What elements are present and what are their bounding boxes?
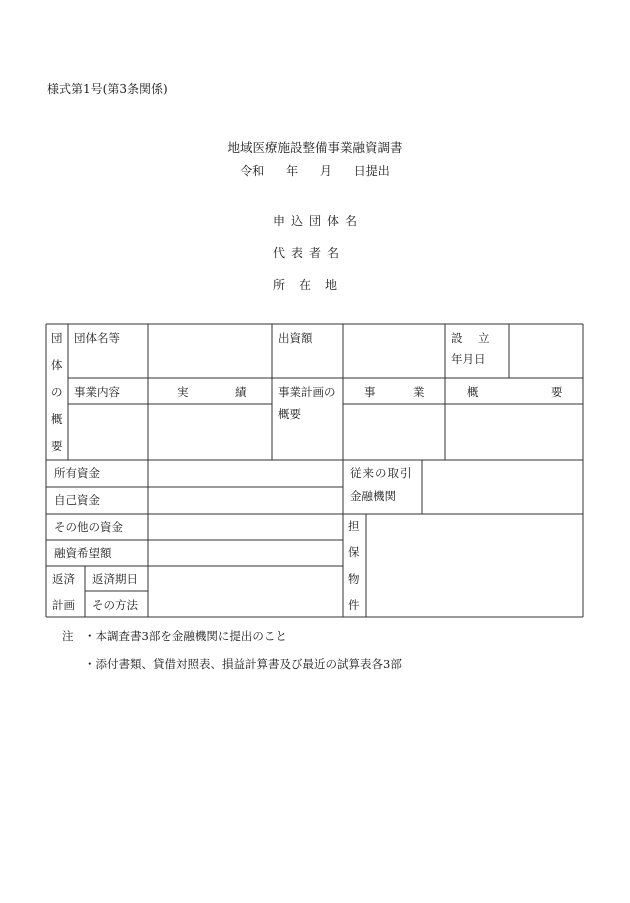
overview-vertical-4: 概 [51,412,63,426]
repay-plan-label-2: 計画 [52,598,75,612]
collateral-vertical-2: 保 [348,545,360,559]
collateral-vertical-4: 件 [348,598,360,612]
note-item-2: ・添付書類、貸借対照表、損益計算書及び最近の試算表各3部 [84,657,402,671]
biz-label-2: 業 [413,385,425,399]
summary-label-1: 概 [467,385,479,399]
repay-period-label: 返済期日 [92,572,138,586]
business-content-label: 事業内容 [74,385,120,399]
applicant-org-name-label: 申込団体名 [273,214,364,228]
plan-label-2: 概要 [278,407,301,421]
overview-vertical-1: 団 [51,331,63,345]
bank-label-2: 金融機関 [350,489,396,503]
bank-label-1: 従来の取引 [350,466,413,480]
investment-label: 出資額 [278,331,313,345]
note-item-1: ・本調査書3部を金融機関に提出のこと [84,629,287,643]
form-number: 様式第1号(第3条関係) [47,82,168,96]
biz-label-1: 事 [364,385,376,399]
notes-label: 注 [62,629,74,643]
repay-method-label: その方法 [92,598,138,612]
established-label-1: 設 立 [451,331,492,345]
date-month: 月 [319,164,332,178]
results-label-1: 実 [177,385,189,399]
document-title: 地域医療施設整備事業融資調書 [227,140,403,155]
results-label-2: 績 [235,385,247,399]
collateral-vertical-1: 担 [348,519,360,533]
date-era: 令和 [240,164,265,178]
plan-label-1: 事業計画の [278,385,336,399]
overview-vertical-2: 体 [51,358,63,372]
org-name-etc-label: 団体名等 [74,331,120,345]
collateral-vertical-3: 物 [348,572,360,586]
equity-label: 自己資金 [54,493,100,507]
overview-vertical-3: の [51,385,63,399]
loan-desired-label: 融資希望額 [54,546,112,560]
date-day-submit: 日提出 [353,164,390,178]
applicant-representative-label: 代表者名 [273,246,346,260]
date-year: 年 [286,164,299,178]
applicant-address-label: 所在地 [273,278,352,292]
overview-vertical-5: 要 [51,439,63,453]
own-funds-label: 所有資金 [54,466,100,480]
established-label-2: 年月日 [451,352,486,366]
other-funds-label: その他の資金 [54,520,123,534]
summary-label-2: 要 [551,385,563,399]
repay-plan-label-1: 返済 [52,572,75,586]
